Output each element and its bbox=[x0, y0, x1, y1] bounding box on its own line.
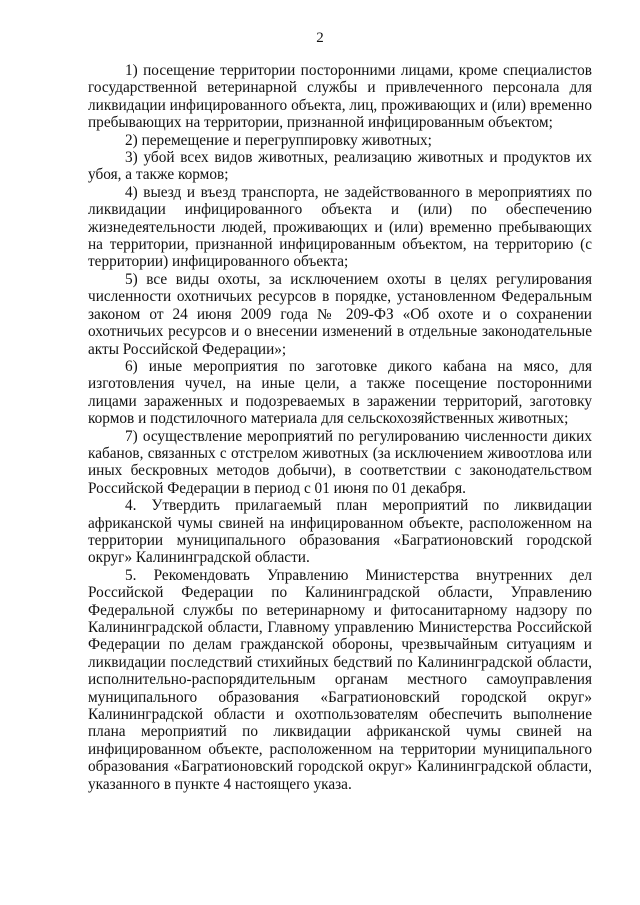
list-item-2: 2) перемещение и перегруппировку животных; bbox=[125, 131, 432, 149]
list-item-4: 4) выезд и въезд транспорта, не задействованного в мероприятиях по ликвидации инфицированного объекта и (или) по обеспечению жизнедеятельности людей, проживающих и (или) временно пребывающих на территории, признанной инфицированным объектом, на территорию (с территории) инфицированного объекта; bbox=[88, 183, 592, 271]
clause-4: 4. Утвердить прилагаемый план мероприятий по ликвидации африканской чумы свиней на инфицированном объекте, расположенном на территории муниципального образования «Багратионовский городской округ» Калининградской области. bbox=[88, 497, 592, 567]
page-number: 2 bbox=[316, 30, 324, 46]
document-body bbox=[88, 62, 592, 793]
list-item-1: 1) посещение территории посторонними лицами, кроме специалистов государственной ветеринарной службы и привлеченного персонала для ликвидации инфицированного объекта, лиц, проживающих и (или) временно пребывающих на территории, признанной инфицированным объектом; bbox=[88, 62, 592, 132]
list-item-7: 7) осуществление мероприятий по регулированию численности диких кабанов, связанных с отстрелом животных (за исключением живоотлова или иных бескровных методов добычи), в соответствии с законодательством Российской Федерации в период с 01 июня по 01 декабря. bbox=[88, 427, 592, 497]
clause-5: 5. Рекомендовать Управлению Министерства внутренних дел Российской Федерации по Калининградской области, Управлению Федеральной службы по ветеринарному и фитосанитарному надзору по Калининградской области, Главному управлению Министерства Российской Федерации по делам гражданской обороны, чрезвычайным ситуациям и ликвидации последствий стихийных бедствий по Калининградской области, исполнительно-распорядительным органам местного самоуправления муниципального образования «Багратионовский городской округ» Калининградской области и охотпользователям обеспечить выполнение плана мероприятий по ликвидации африканской чумы свиней на инфицированном объекте, расположенном на территории муниципального образования «Багратионовский городской округ» Калининградской области, указанного в пункте 4 настоящего указа. bbox=[88, 566, 592, 793]
list-item-5: 5) все виды охоты, за исключением охоты в целях регулирования численности охотничьих ресурсов в порядке, установленном Федеральным законом от 24 июня 2009 года № 209-ФЗ «Об охоте и о сохранении охотничьих ресурсов и о внесении изменений в отдельные законодательные акты Российской Федерации»; bbox=[88, 270, 592, 358]
list-item-3: 3) убой всех видов животных, реализацию животных и продуктов их убоя, а также кормов; bbox=[88, 149, 592, 184]
list-item-6: 6) иные мероприятия по заготовке дикого кабана на мясо, для изготовления чучел, на иные цели, а также посещение посторонними лицами зараженных и подозреваемых в заражении территорий, заготовку кормов и подстилочного материала для сельскохозяйственных животных; bbox=[88, 357, 592, 428]
